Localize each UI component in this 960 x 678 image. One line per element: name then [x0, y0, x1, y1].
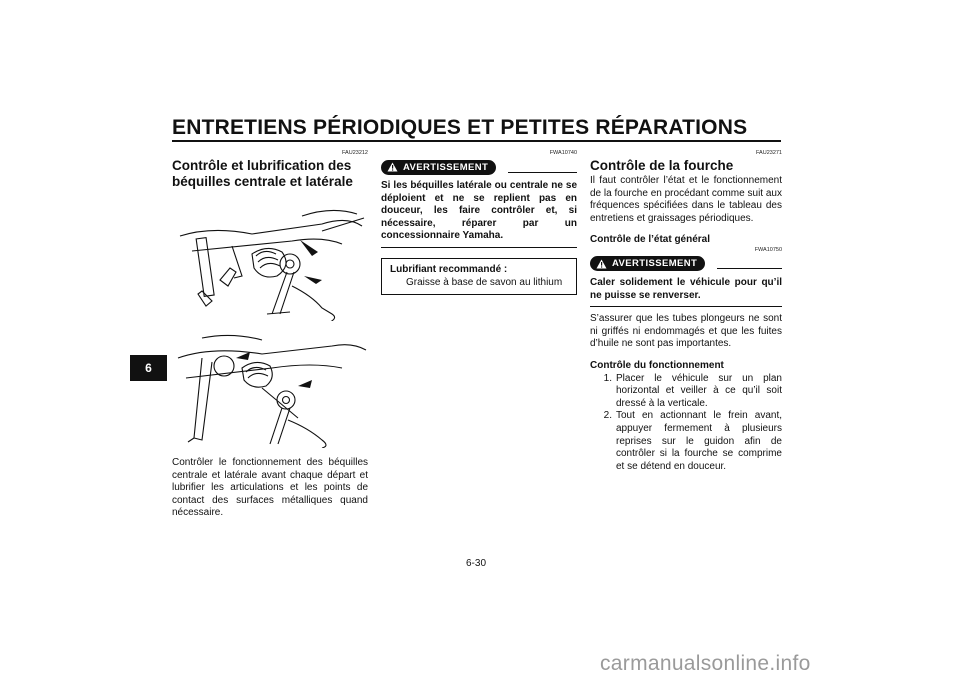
list-item [590, 410, 782, 473]
stands-body-text: Contrôler le fonctionnement des béquilles centrale et latérale avant chaque départ et lubrifier les articulations et les points de contact des surfaces métalliques quand nécessaire. [172, 457, 368, 519]
function-check-heading: Contrôle du fonctionnement [590, 359, 724, 371]
warning-rule [717, 268, 782, 269]
step-text: Tout en actionnant le frein avant, appuyer fermement à plusieurs reprises sur le guidon afin de contrôler si la fourche se comprime et se détend en douceur. [616, 410, 782, 472]
sidestand-illustration [172, 328, 368, 448]
section-code: FAU23271 [756, 150, 782, 156]
column-fork [590, 150, 782, 473]
section-heading-stands: Contrôle et lubrification des béquilles centrale et latérale [172, 158, 353, 189]
general-check-text: S’assurer que les tubes plongeurs ne sont ni griffés ni endommagés et que les fuites d’huile ne sont pas importantes. [590, 313, 782, 350]
page-title: ENTRETIENS PÉRIODIQUES ET PETITES RÉPARATIONS [172, 116, 748, 139]
chapter-tab: 6 [130, 355, 167, 381]
warning-code: FWA10740 [549, 150, 577, 156]
lubricant-value: Graisse à base de savon au lithium [406, 276, 563, 288]
warning-code: FWA10750 [754, 246, 782, 253]
section-code: FAU23212 [342, 150, 368, 156]
warning-header [590, 255, 782, 273]
warning-label: AVERTISSEMENT [612, 258, 698, 270]
warning-header [381, 158, 577, 176]
warning-triangle-icon [387, 162, 398, 172]
step-number: 1. [603, 372, 612, 384]
warning-triangle-icon [596, 259, 607, 269]
warning-end-rule [590, 306, 782, 307]
warning-text: Caler solidement le véhicule pour qu’il ne puisse se renverser. [590, 276, 782, 301]
centerstand-illustration [172, 196, 368, 321]
function-check-steps [590, 373, 782, 474]
lubricant-title: Lubrifiant recommandé : [390, 263, 508, 275]
recommended-lubricant-box [381, 258, 577, 295]
column-stands [172, 150, 368, 520]
warning-badge [590, 256, 705, 271]
warning-end-rule [381, 247, 577, 248]
page-number: 6-30 [466, 558, 487, 569]
warning-label: AVERTISSEMENT [403, 161, 489, 173]
fork-intro-text: Il faut contrôler l’état et le fonctionnement de la fourche en procédant comme suit aux fréquences spécifiées dans le tableau des entretiens et graissages périodiques. [590, 175, 782, 224]
header-rule [172, 140, 781, 142]
watermark: carmanualsonline.info [600, 652, 811, 675]
column-warning-lubricant [381, 150, 577, 295]
warning-rule [508, 172, 577, 173]
step-text: Placer le véhicule sur un plan horizontal et veiller à ce qu’il soit dressé à la verticale. [616, 372, 782, 409]
step-number: 2. [603, 410, 612, 422]
warning-text: Si les béquilles latérale ou centrale ne se déploient et ne se replient pas en douceur, les faire contrôler et, si nécessaire, réparer par un concessionnaire Yamaha. [381, 180, 577, 242]
list-item [590, 373, 782, 411]
warning-badge [381, 160, 496, 175]
general-check-heading: Contrôle de l’état général [590, 234, 711, 246]
section-heading-fork: Contrôle de la fourche [590, 158, 734, 173]
